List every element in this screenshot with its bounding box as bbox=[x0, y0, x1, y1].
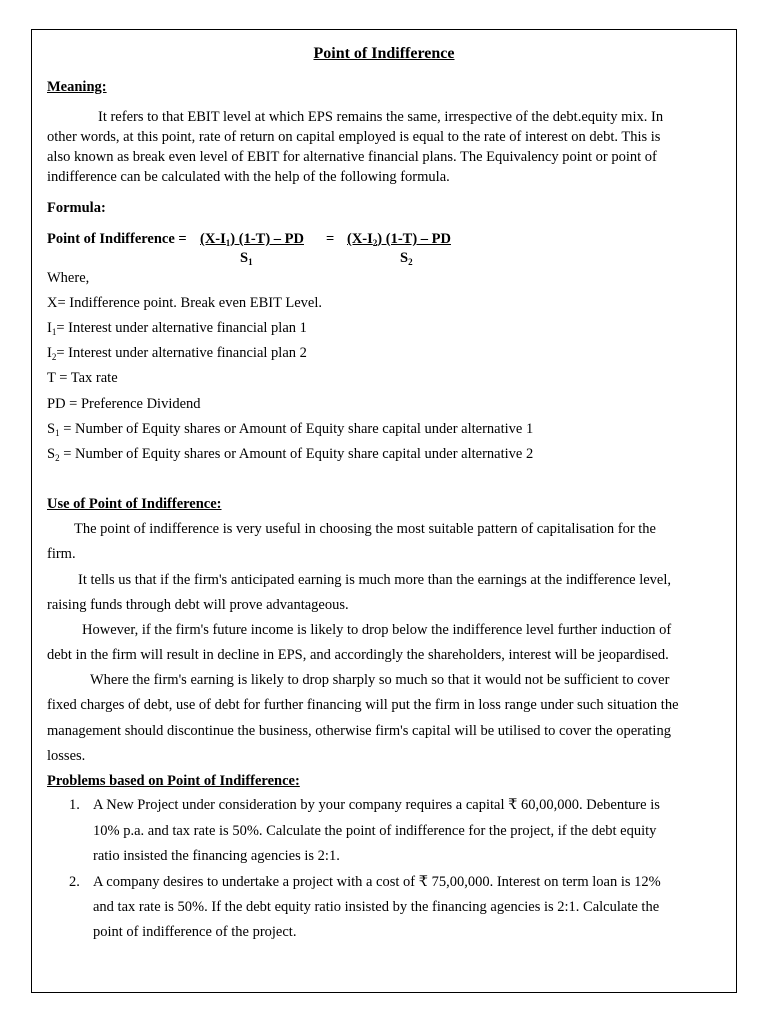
use-line: Where the firm's earning is likely to drop sharply so much so that it would not be sufficient to cover bbox=[90, 672, 670, 688]
problems-heading: Problems based on Point of Indifference: bbox=[47, 773, 300, 789]
use-line: debt in the firm will result in decline in EPS, and accordingly the shareholders, interest will be jeopardised. bbox=[47, 647, 669, 663]
definition-i1: $I_1=$ Interest under alternative financial plan 1 bbox=[47, 320, 307, 337]
document-page bbox=[31, 29, 737, 993]
definition-t: T = Tax rate bbox=[47, 370, 118, 386]
use-line: The point of indifference is very useful in choosing the most suitable pattern of capitalisation for the bbox=[74, 521, 656, 537]
problem-line: point of indifference of the project. bbox=[93, 924, 297, 940]
problem-number: 1. bbox=[69, 797, 80, 813]
problem-line: 10% p.a. and tax rate is 50%. Calculate the point of indifference for the project, if the debt equity bbox=[93, 823, 657, 839]
use-line: It tells us that if the firm's anticipated earning is much more than the earnings at the indifference level, bbox=[78, 572, 672, 588]
where-heading: Where, bbox=[47, 270, 90, 286]
problem-line: and tax rate is 50%. If the debt equity ratio insisted by the financing agencies is 2:1. Calculate the bbox=[93, 899, 660, 915]
meaning-line: It refers to that EBIT level at which EPS remains the same, irrespective of the debt.equity mix. In bbox=[98, 109, 664, 125]
problem-line: A company desires to undertake a project with a cost of ₹ 75,00,000. Interest on term loan is 12% bbox=[93, 874, 661, 890]
formula-numerator-1: $(X-I_1)$ (1-T) – PD bbox=[200, 231, 304, 248]
problem-number: 2. bbox=[69, 874, 80, 890]
use-line: raising funds through debt will prove advantageous. bbox=[47, 597, 349, 613]
formula-heading: Formula: bbox=[47, 200, 106, 216]
formula-equals: = bbox=[326, 231, 335, 247]
use-line: management should discontinue the business, otherwise firm's capital will be utilised to cover the operating bbox=[47, 723, 671, 739]
problem-line: A New Project under consideration by your company requires a capital ₹ 60,00,000. Debenture is bbox=[93, 797, 660, 813]
meaning-heading: Meaning: bbox=[47, 79, 107, 95]
definition-i2: $I_2=$ Interest under alternative financial plan 2 bbox=[47, 345, 307, 362]
meaning-line: also known as break even level of EBIT for alternative financial plans. The Equivalency point or point of bbox=[47, 149, 657, 165]
use-line: However, if the firm's future income is likely to drop below the indifference level further induction of bbox=[82, 622, 672, 638]
page-title: Point of Indifference bbox=[313, 45, 455, 62]
use-heading: Use of Point of Indifference: bbox=[47, 496, 222, 512]
problem-line: ratio insisted the financing agencies is 2:1. bbox=[93, 848, 340, 864]
definition-s2: $S_2$ = Number of Equity shares or Amount of Equity share capital under alternative 2 bbox=[47, 446, 534, 463]
formula-denominator-1: $S_1$ bbox=[240, 250, 253, 267]
definition-pd: PD = Preference Dividend bbox=[47, 396, 201, 412]
definition-s1: $S_1$ = Number of Equity shares or Amount of Equity share capital under alternative 1 bbox=[47, 421, 534, 438]
use-line: losses. bbox=[47, 748, 86, 764]
meaning-line: other words, at this point, rate of return on capital employed is equal to the rate of interest on debt. This is bbox=[47, 129, 661, 145]
definition-x: X= Indifference point. Break even EBIT Level. bbox=[47, 295, 322, 311]
formula-denominator-2: $S_2$ bbox=[400, 250, 413, 267]
formula-numerator-2: $(X-I_2)$ (1-T) – PD bbox=[347, 231, 451, 248]
formula-label: Point of Indifference = bbox=[47, 231, 187, 247]
use-line: fixed charges of debt, use of debt for further financing will put the firm in loss range under such situation the bbox=[47, 697, 679, 713]
meaning-line: indifference can be calculated with the help of the following formula. bbox=[47, 169, 450, 185]
use-line: firm. bbox=[47, 546, 76, 562]
